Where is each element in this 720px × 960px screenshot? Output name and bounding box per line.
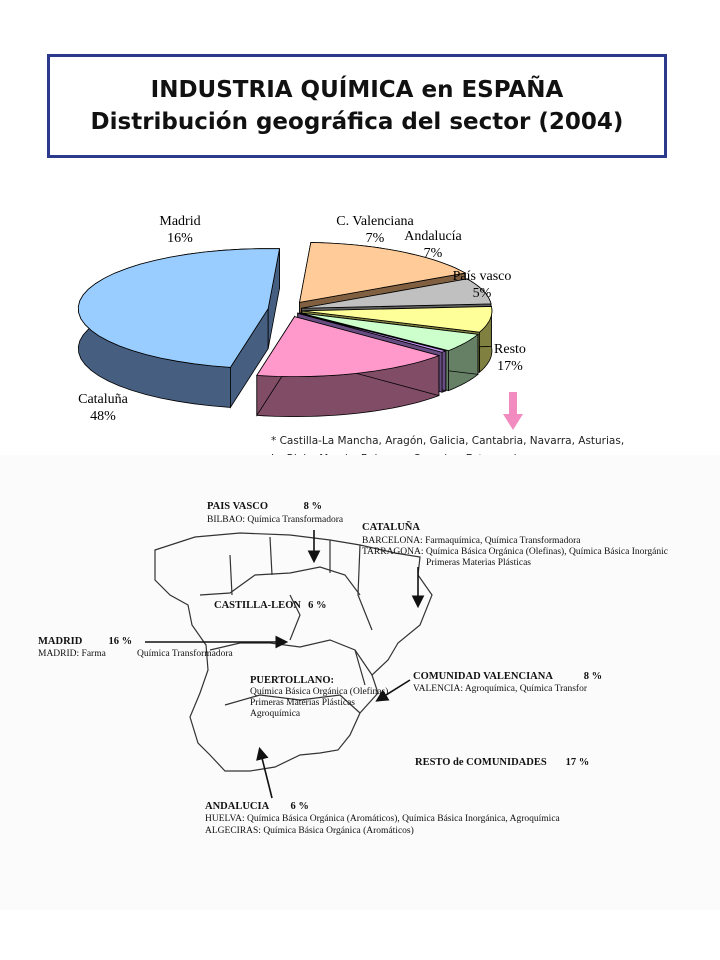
puertollano-detail-3: Agroquímica [250, 709, 301, 719]
puertollano-detail-2: Primeras Materias Plásticas [250, 698, 356, 708]
resto-label: RESTO de COMUNIDADES 17 % [415, 757, 590, 768]
title-line-2: Distribución geográfica del sector (2004) [90, 109, 624, 135]
madrid-label: MADRID 16 % [38, 636, 133, 647]
madrid-detail-b: Química Transformadora [137, 649, 233, 659]
cataluna-detail-3: Primeras Materias Plásticas [426, 558, 532, 568]
slice-pct-label: 17% [497, 359, 523, 374]
slice-pct-label: 16% [167, 231, 193, 246]
castilla-leon-label: CASTILLA-LEON 6 % [214, 600, 327, 611]
andalucia-detail-2: ALGECIRAS: Química Básica Orgánica (Aromáticos) [205, 826, 414, 836]
pie-chart [0, 190, 720, 440]
down-arrow-icon [503, 392, 523, 432]
madrid-detail-a: MADRID: Farma [38, 649, 106, 659]
title-line-1: INDUSTRIA QUÍMICA en ESPAÑA [150, 77, 564, 103]
pais-vasco-detail: BILBAO: Química Transformadora [207, 515, 344, 525]
valenciana-label: COMUNIDAD VALENCIANA 8 % [413, 671, 603, 682]
slice-label: Resto [494, 342, 526, 357]
map-arrows [0, 455, 720, 910]
cataluna-detail-2: TARRAGONA: Química Básica Orgánica (Olefinas), Química Básica Inorgánic [362, 547, 668, 557]
cataluna-detail-1: BARCELONA: Farmaquímica, Química Transformadora [362, 536, 581, 546]
slice-label: C. Valenciana [336, 214, 414, 229]
cataluna-label: CATALUÑA [362, 522, 420, 533]
title-box [47, 54, 667, 158]
pais-vasco-label: PAIS VASCO 8 % [207, 501, 322, 512]
footnote-line-1: * Castilla-La Mancha, Aragón, Galicia, Cantabria, Navarra, Asturias, [271, 435, 625, 447]
valenciana-detail: VALENCIA: Agroquímica, Química Transfor [413, 684, 587, 694]
andalucia-label: ANDALUCIA 6 % [205, 801, 309, 812]
puertollano-label: PUERTOLLANO: [250, 675, 335, 686]
slice-pct-label: 7% [423, 246, 443, 261]
slice-label: Madrid [159, 214, 201, 229]
slice-label: Cataluña [78, 392, 128, 407]
puertollano-detail-1: Química Básica Orgánica (Olefinas) [250, 687, 389, 697]
slice-label: País vasco [452, 269, 512, 284]
spain-map-panel [0, 455, 720, 910]
arrow-andalucia-icon [260, 750, 272, 798]
slice-pct-label: 7% [365, 231, 385, 246]
pie-slice-catalu-a [78, 249, 279, 408]
arrow-valenciana-icon [378, 680, 410, 700]
andalucia-detail-1: HUELVA: Química Básica Orgánica (Aromáticos), Química Básica Inorgánica, Agroquímica [205, 814, 560, 824]
slice-label: Andalucía [404, 229, 462, 244]
slice-pct-label: 5% [472, 286, 492, 301]
slice-pct-label: 48% [90, 409, 116, 424]
